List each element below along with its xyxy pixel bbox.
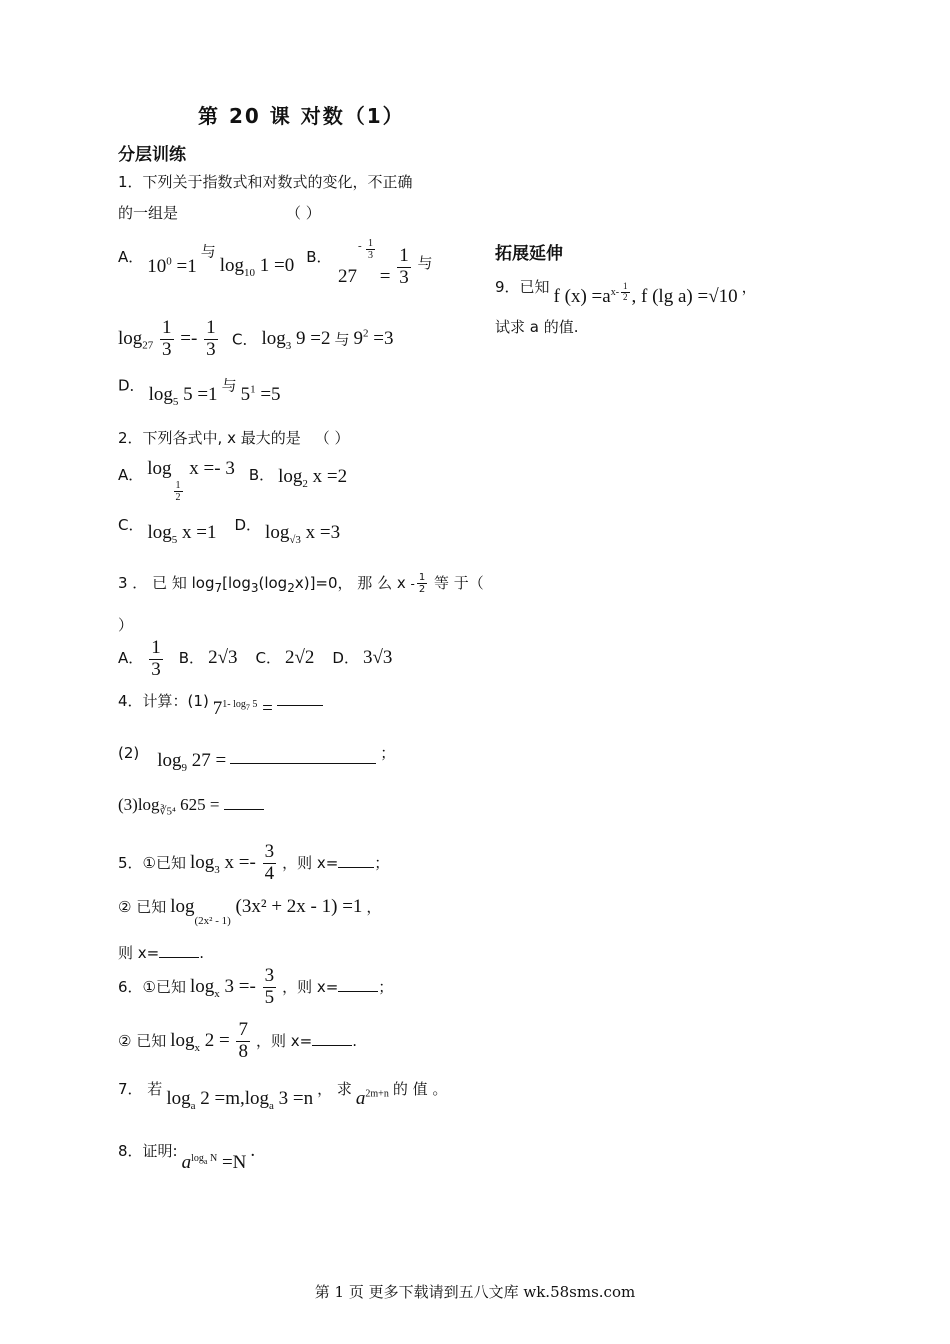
page-footer: 第 1 页 更多下载请到五八文库 wk.58sms.com — [314, 1283, 636, 1301]
q3-stem-close: ） — [118, 616, 134, 634]
q2-option-c: C． $\log_5 x =1$ D． $\log_{√3} x =3$ — [118, 516, 341, 546]
q4-part2: (2) $\log_9 27$ = ； — [118, 744, 396, 774]
section-heading-extend: 拓展延伸 — [495, 244, 563, 264]
q9-line1: 9．已知 f $(x) =a^{x- \frac{1}{2}}$ , f (lg a) =√10 ， — [495, 278, 757, 308]
q9-line2: 试求 a 的值. — [495, 318, 579, 336]
q1-stem-line2: 的一组是 （ ） — [118, 204, 321, 222]
q5-answer-blank-1[interactable] — [338, 853, 374, 868]
q6-answer-blank-2[interactable] — [312, 1031, 352, 1046]
q3-stem: 3 ． 已 知 $\log_7[\log_3(\log_2x)]=0$， 那 么 x - $\frac{1}{2}$ 等 于（ — [118, 572, 484, 595]
q1-stem-line1: 1．下列关于指数式和对数式的变化，不正确 — [118, 173, 413, 191]
q4-part3: $(3)\log_{∛5^4}$ 625 = — [118, 795, 264, 817]
q7: 7． 若 $\log_a 2 =m,\log_a$ 3 =n ， 求 $a^{2m+n}$ 的 值 。 — [118, 1080, 448, 1112]
q6-part2: ② 已知 $\log_x 2$ = $\frac{7}{8}$ ，则 x= . — [118, 1019, 357, 1062]
q5-part2: ② 已知 $\log_{(2x^2 - 1)} (3x^2 + 2x - 1) =1$ ， — [118, 896, 382, 927]
q1-option-d: D． $\log_5 5 =1$ 与 $5^1 =5$ — [118, 376, 281, 409]
q4-answer-blank-3[interactable] — [224, 795, 264, 810]
q2-option-a: A． log $\frac{1}{2}$ x =- 3 B． $\log_2 x =2$ — [118, 458, 348, 503]
q4-answer-blank-2[interactable] — [230, 749, 376, 764]
q5-part2-answer: 则 x= . — [118, 944, 204, 962]
q1-option-b: 27 - $\frac{1}{3}$ = $\frac{1}{3}$ $^与$ — [338, 238, 433, 288]
q2-stem: 2．下列各式中, x 最大的是 （ ） — [118, 429, 350, 447]
q6-answer-blank-1[interactable] — [338, 977, 378, 992]
q4-part1: 4．计算：(1) $7^{1- log_7 5}$ = — [118, 690, 323, 712]
q5-answer-blank-2[interactable] — [159, 943, 199, 958]
q5-part1: 5．①已知 $\log_3 x$ =- $\frac{3}{4}$ ，则 x= ； — [118, 841, 390, 884]
q8: 8．证明: $a^{log_a N} =N$ . — [118, 1140, 256, 1173]
q1-option-a: A． $10^0 =1$ 与 $\log_{10} 1 =0$ B． — [118, 242, 332, 280]
q4-answer-blank-1[interactable] — [277, 691, 323, 706]
page-title: 第 20 课 对数（1） — [198, 104, 405, 128]
section-heading-layered: 分层训练 — [118, 145, 186, 165]
q1-option-b-cont: $\log_{27}$ $\frac{1}{3}$ =- $\frac{1}{3}$ — [118, 317, 216, 360]
q3-options: A． $\frac{1}{3}$ B． 2√3 C． 2√2 D． 3√3 — [118, 637, 393, 680]
q6-part1: 6．①已知 $\log_x 3$ =- $\frac{3}{5}$ ，则 x= ； — [118, 965, 394, 1008]
q1-option-c: C． $\log_3 9 =2$ 与 $9^2 =3$ — [232, 328, 394, 353]
